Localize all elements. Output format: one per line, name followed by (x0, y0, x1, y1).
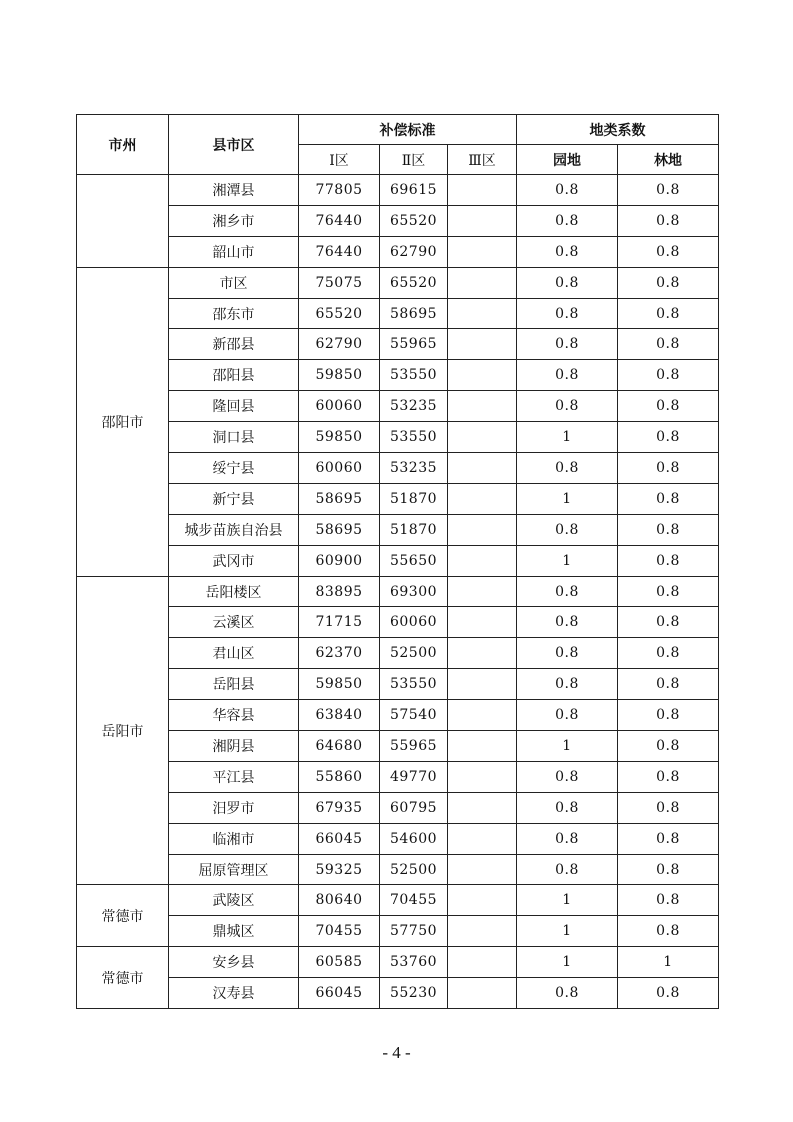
table-row (77, 545, 719, 576)
county-cell: 洞口县 (169, 422, 299, 453)
garden-coefficient: 0.8 (517, 669, 618, 700)
county-cell: 汉寿县 (169, 978, 299, 1009)
forest-coefficient: 0.8 (618, 700, 719, 731)
garden-coefficient: 1 (517, 731, 618, 762)
zone-2-value: 54600 (380, 823, 448, 854)
garden-coefficient: 0.8 (517, 761, 618, 792)
garden-coefficient: 0.8 (517, 823, 618, 854)
county-cell: 安乡县 (169, 947, 299, 978)
garden-coefficient: 0.8 (517, 792, 618, 823)
zone-3-value (448, 236, 517, 267)
table-row (77, 638, 719, 669)
zone-1-value: 83895 (299, 576, 380, 607)
zone-2-value: 70455 (380, 885, 448, 916)
zone-1-value: 58695 (299, 483, 380, 514)
zone-3-value (448, 205, 517, 236)
county-cell: 邵阳县 (169, 360, 299, 391)
forest-coefficient: 0.8 (618, 607, 719, 638)
garden-coefficient: 0.8 (517, 700, 618, 731)
garden-coefficient: 0.8 (517, 607, 618, 638)
county-cell: 君山区 (169, 638, 299, 669)
zone-3-value (448, 885, 517, 916)
county-cell: 新宁县 (169, 483, 299, 514)
table-row (77, 267, 719, 298)
county-cell: 隆回县 (169, 391, 299, 422)
garden-coefficient: 0.8 (517, 329, 618, 360)
forest-coefficient: 0.8 (618, 267, 719, 298)
zone-2-value: 52500 (380, 854, 448, 885)
header-zone-2: Ⅱ区 (380, 145, 448, 175)
county-cell: 临湘市 (169, 823, 299, 854)
zone-1-value: 62370 (299, 638, 380, 669)
county-cell: 新邵县 (169, 329, 299, 360)
zone-3-value (448, 576, 517, 607)
table-row (77, 422, 719, 453)
table-row (77, 175, 719, 206)
garden-coefficient: 0.8 (517, 514, 618, 545)
zone-3-value (448, 175, 517, 206)
forest-coefficient: 0.8 (618, 360, 719, 391)
zone-1-value: 55860 (299, 761, 380, 792)
forest-coefficient: 0.8 (618, 823, 719, 854)
table-row (77, 329, 719, 360)
forest-coefficient: 0.8 (618, 885, 719, 916)
zone-3-value (448, 854, 517, 885)
zone-1-value: 71715 (299, 607, 380, 638)
zone-3-value (448, 823, 517, 854)
zone-3-value (448, 298, 517, 329)
zone-2-value: 60795 (380, 792, 448, 823)
zone-2-value: 55230 (380, 978, 448, 1009)
table-row (77, 576, 719, 607)
table-row (77, 947, 719, 978)
zone-2-value: 53760 (380, 947, 448, 978)
zone-1-value: 67935 (299, 792, 380, 823)
county-cell: 绥宁县 (169, 453, 299, 484)
zone-3-value (448, 422, 517, 453)
zone-2-value: 52500 (380, 638, 448, 669)
garden-coefficient: 0.8 (517, 576, 618, 607)
county-cell: 湘乡市 (169, 205, 299, 236)
zone-3-value (448, 978, 517, 1009)
table-row (77, 205, 719, 236)
table-row (77, 483, 719, 514)
compensation-table (76, 114, 719, 1009)
zone-2-value: 57540 (380, 700, 448, 731)
garden-coefficient: 0.8 (517, 298, 618, 329)
zone-1-value: 62790 (299, 329, 380, 360)
zone-1-value: 60585 (299, 947, 380, 978)
table-row (77, 360, 719, 391)
county-cell: 华容县 (169, 700, 299, 731)
table-row (77, 669, 719, 700)
zone-3-value (448, 514, 517, 545)
zone-1-value: 77805 (299, 175, 380, 206)
zone-3-value (448, 360, 517, 391)
zone-3-value (448, 761, 517, 792)
zone-1-value: 66045 (299, 978, 380, 1009)
table-row (77, 885, 719, 916)
zone-1-value: 60060 (299, 391, 380, 422)
forest-coefficient: 0.8 (618, 175, 719, 206)
header-city: 市州 (77, 115, 169, 175)
header-compensation-standard: 补偿标准 (299, 115, 517, 145)
zone-3-value (448, 916, 517, 947)
table-row (77, 514, 719, 545)
zone-3-value (448, 947, 517, 978)
zone-3-value (448, 391, 517, 422)
county-cell: 屈原管理区 (169, 854, 299, 885)
table-row (77, 978, 719, 1009)
garden-coefficient: 1 (517, 483, 618, 514)
zone-3-value (448, 545, 517, 576)
zone-3-value (448, 669, 517, 700)
header-forest: 林地 (618, 145, 719, 175)
zone-3-value (448, 329, 517, 360)
zone-1-value: 60060 (299, 453, 380, 484)
zone-1-value: 66045 (299, 823, 380, 854)
county-cell: 湘阴县 (169, 731, 299, 762)
forest-coefficient: 0.8 (618, 329, 719, 360)
garden-coefficient: 0.8 (517, 205, 618, 236)
zone-2-value: 57750 (380, 916, 448, 947)
garden-coefficient: 0.8 (517, 978, 618, 1009)
county-cell: 岳阳楼区 (169, 576, 299, 607)
zone-3-value (448, 700, 517, 731)
table-row (77, 823, 719, 854)
city-cell (77, 175, 169, 268)
header-zone-3: Ⅲ区 (448, 145, 517, 175)
header-zone-1: Ⅰ区 (299, 145, 380, 175)
zone-2-value: 53550 (380, 360, 448, 391)
garden-coefficient: 0.8 (517, 854, 618, 885)
table-row (77, 700, 719, 731)
header-land-coefficient: 地类系数 (517, 115, 719, 145)
county-cell: 汨罗市 (169, 792, 299, 823)
garden-coefficient: 1 (517, 422, 618, 453)
garden-coefficient: 0.8 (517, 638, 618, 669)
zone-1-value: 76440 (299, 205, 380, 236)
header-county: 县市区 (169, 115, 299, 175)
zone-1-value: 59850 (299, 360, 380, 391)
forest-coefficient: 0.8 (618, 638, 719, 669)
county-cell: 邵东市 (169, 298, 299, 329)
forest-coefficient: 0.8 (618, 422, 719, 453)
zone-1-value: 64680 (299, 731, 380, 762)
garden-coefficient: 0.8 (517, 267, 618, 298)
forest-coefficient: 0.8 (618, 576, 719, 607)
forest-coefficient: 0.8 (618, 916, 719, 947)
zone-2-value: 51870 (380, 483, 448, 514)
table-body (77, 175, 719, 1009)
zone-2-value: 65520 (380, 267, 448, 298)
county-cell: 鼎城区 (169, 916, 299, 947)
city-cell: 岳阳市 (77, 576, 169, 885)
zone-1-value: 70455 (299, 916, 380, 947)
county-cell: 岳阳县 (169, 669, 299, 700)
garden-coefficient: 1 (517, 916, 618, 947)
zone-3-value (448, 607, 517, 638)
county-cell: 武陵区 (169, 885, 299, 916)
county-cell: 韶山市 (169, 236, 299, 267)
forest-coefficient: 0.8 (618, 205, 719, 236)
zone-3-value (448, 731, 517, 762)
table-row (77, 236, 719, 267)
garden-coefficient: 0.8 (517, 391, 618, 422)
forest-coefficient: 1 (618, 947, 719, 978)
zone-1-value: 63840 (299, 700, 380, 731)
table-row (77, 761, 719, 792)
zone-2-value: 60060 (380, 607, 448, 638)
zone-2-value: 53550 (380, 422, 448, 453)
zone-1-value: 65520 (299, 298, 380, 329)
garden-coefficient: 1 (517, 885, 618, 916)
garden-coefficient: 1 (517, 545, 618, 576)
zone-1-value: 59850 (299, 422, 380, 453)
header-garden: 园地 (517, 145, 618, 175)
zone-3-value (448, 792, 517, 823)
forest-coefficient: 0.8 (618, 792, 719, 823)
zone-1-value: 59850 (299, 669, 380, 700)
county-cell: 湘潭县 (169, 175, 299, 206)
forest-coefficient: 0.8 (618, 669, 719, 700)
garden-coefficient: 0.8 (517, 175, 618, 206)
table-row (77, 916, 719, 947)
forest-coefficient: 0.8 (618, 514, 719, 545)
forest-coefficient: 0.8 (618, 978, 719, 1009)
zone-2-value: 69615 (380, 175, 448, 206)
zone-3-value (448, 483, 517, 514)
city-cell: 邵阳市 (77, 267, 169, 576)
city-cell: 常德市 (77, 885, 169, 947)
zone-3-value (448, 638, 517, 669)
zone-2-value: 58695 (380, 298, 448, 329)
forest-coefficient: 0.8 (618, 545, 719, 576)
zone-1-value: 75075 (299, 267, 380, 298)
table-row (77, 298, 719, 329)
zone-2-value: 51870 (380, 514, 448, 545)
county-cell: 城步苗族自治县 (169, 514, 299, 545)
forest-coefficient: 0.8 (618, 761, 719, 792)
zone-3-value (448, 453, 517, 484)
garden-coefficient: 0.8 (517, 236, 618, 267)
zone-2-value: 55965 (380, 731, 448, 762)
garden-coefficient: 1 (517, 947, 618, 978)
zone-1-value: 59325 (299, 854, 380, 885)
county-cell: 市区 (169, 267, 299, 298)
zone-2-value: 53235 (380, 391, 448, 422)
zone-1-value: 76440 (299, 236, 380, 267)
table-row (77, 731, 719, 762)
table-row (77, 391, 719, 422)
zone-2-value: 55650 (380, 545, 448, 576)
forest-coefficient: 0.8 (618, 483, 719, 514)
zone-2-value: 53235 (380, 453, 448, 484)
forest-coefficient: 0.8 (618, 298, 719, 329)
zone-2-value: 53550 (380, 669, 448, 700)
zone-2-value: 55965 (380, 329, 448, 360)
zone-2-value: 65520 (380, 205, 448, 236)
table-row (77, 792, 719, 823)
zone-1-value: 60900 (299, 545, 380, 576)
forest-coefficient: 0.8 (618, 453, 719, 484)
garden-coefficient: 0.8 (517, 453, 618, 484)
garden-coefficient: 0.8 (517, 360, 618, 391)
zone-3-value (448, 267, 517, 298)
zone-1-value: 58695 (299, 514, 380, 545)
forest-coefficient: 0.8 (618, 236, 719, 267)
zone-2-value: 69300 (380, 576, 448, 607)
table-row (77, 453, 719, 484)
city-cell: 常德市 (77, 947, 169, 1009)
county-cell: 云溪区 (169, 607, 299, 638)
forest-coefficient: 0.8 (618, 854, 719, 885)
zone-2-value: 62790 (380, 236, 448, 267)
forest-coefficient: 0.8 (618, 391, 719, 422)
table-row (77, 854, 719, 885)
zone-2-value: 49770 (380, 761, 448, 792)
county-cell: 平江县 (169, 761, 299, 792)
forest-coefficient: 0.8 (618, 731, 719, 762)
zone-1-value: 80640 (299, 885, 380, 916)
county-cell: 武冈市 (169, 545, 299, 576)
table-row (77, 607, 719, 638)
page-number: - 4 - (382, 1043, 411, 1062)
